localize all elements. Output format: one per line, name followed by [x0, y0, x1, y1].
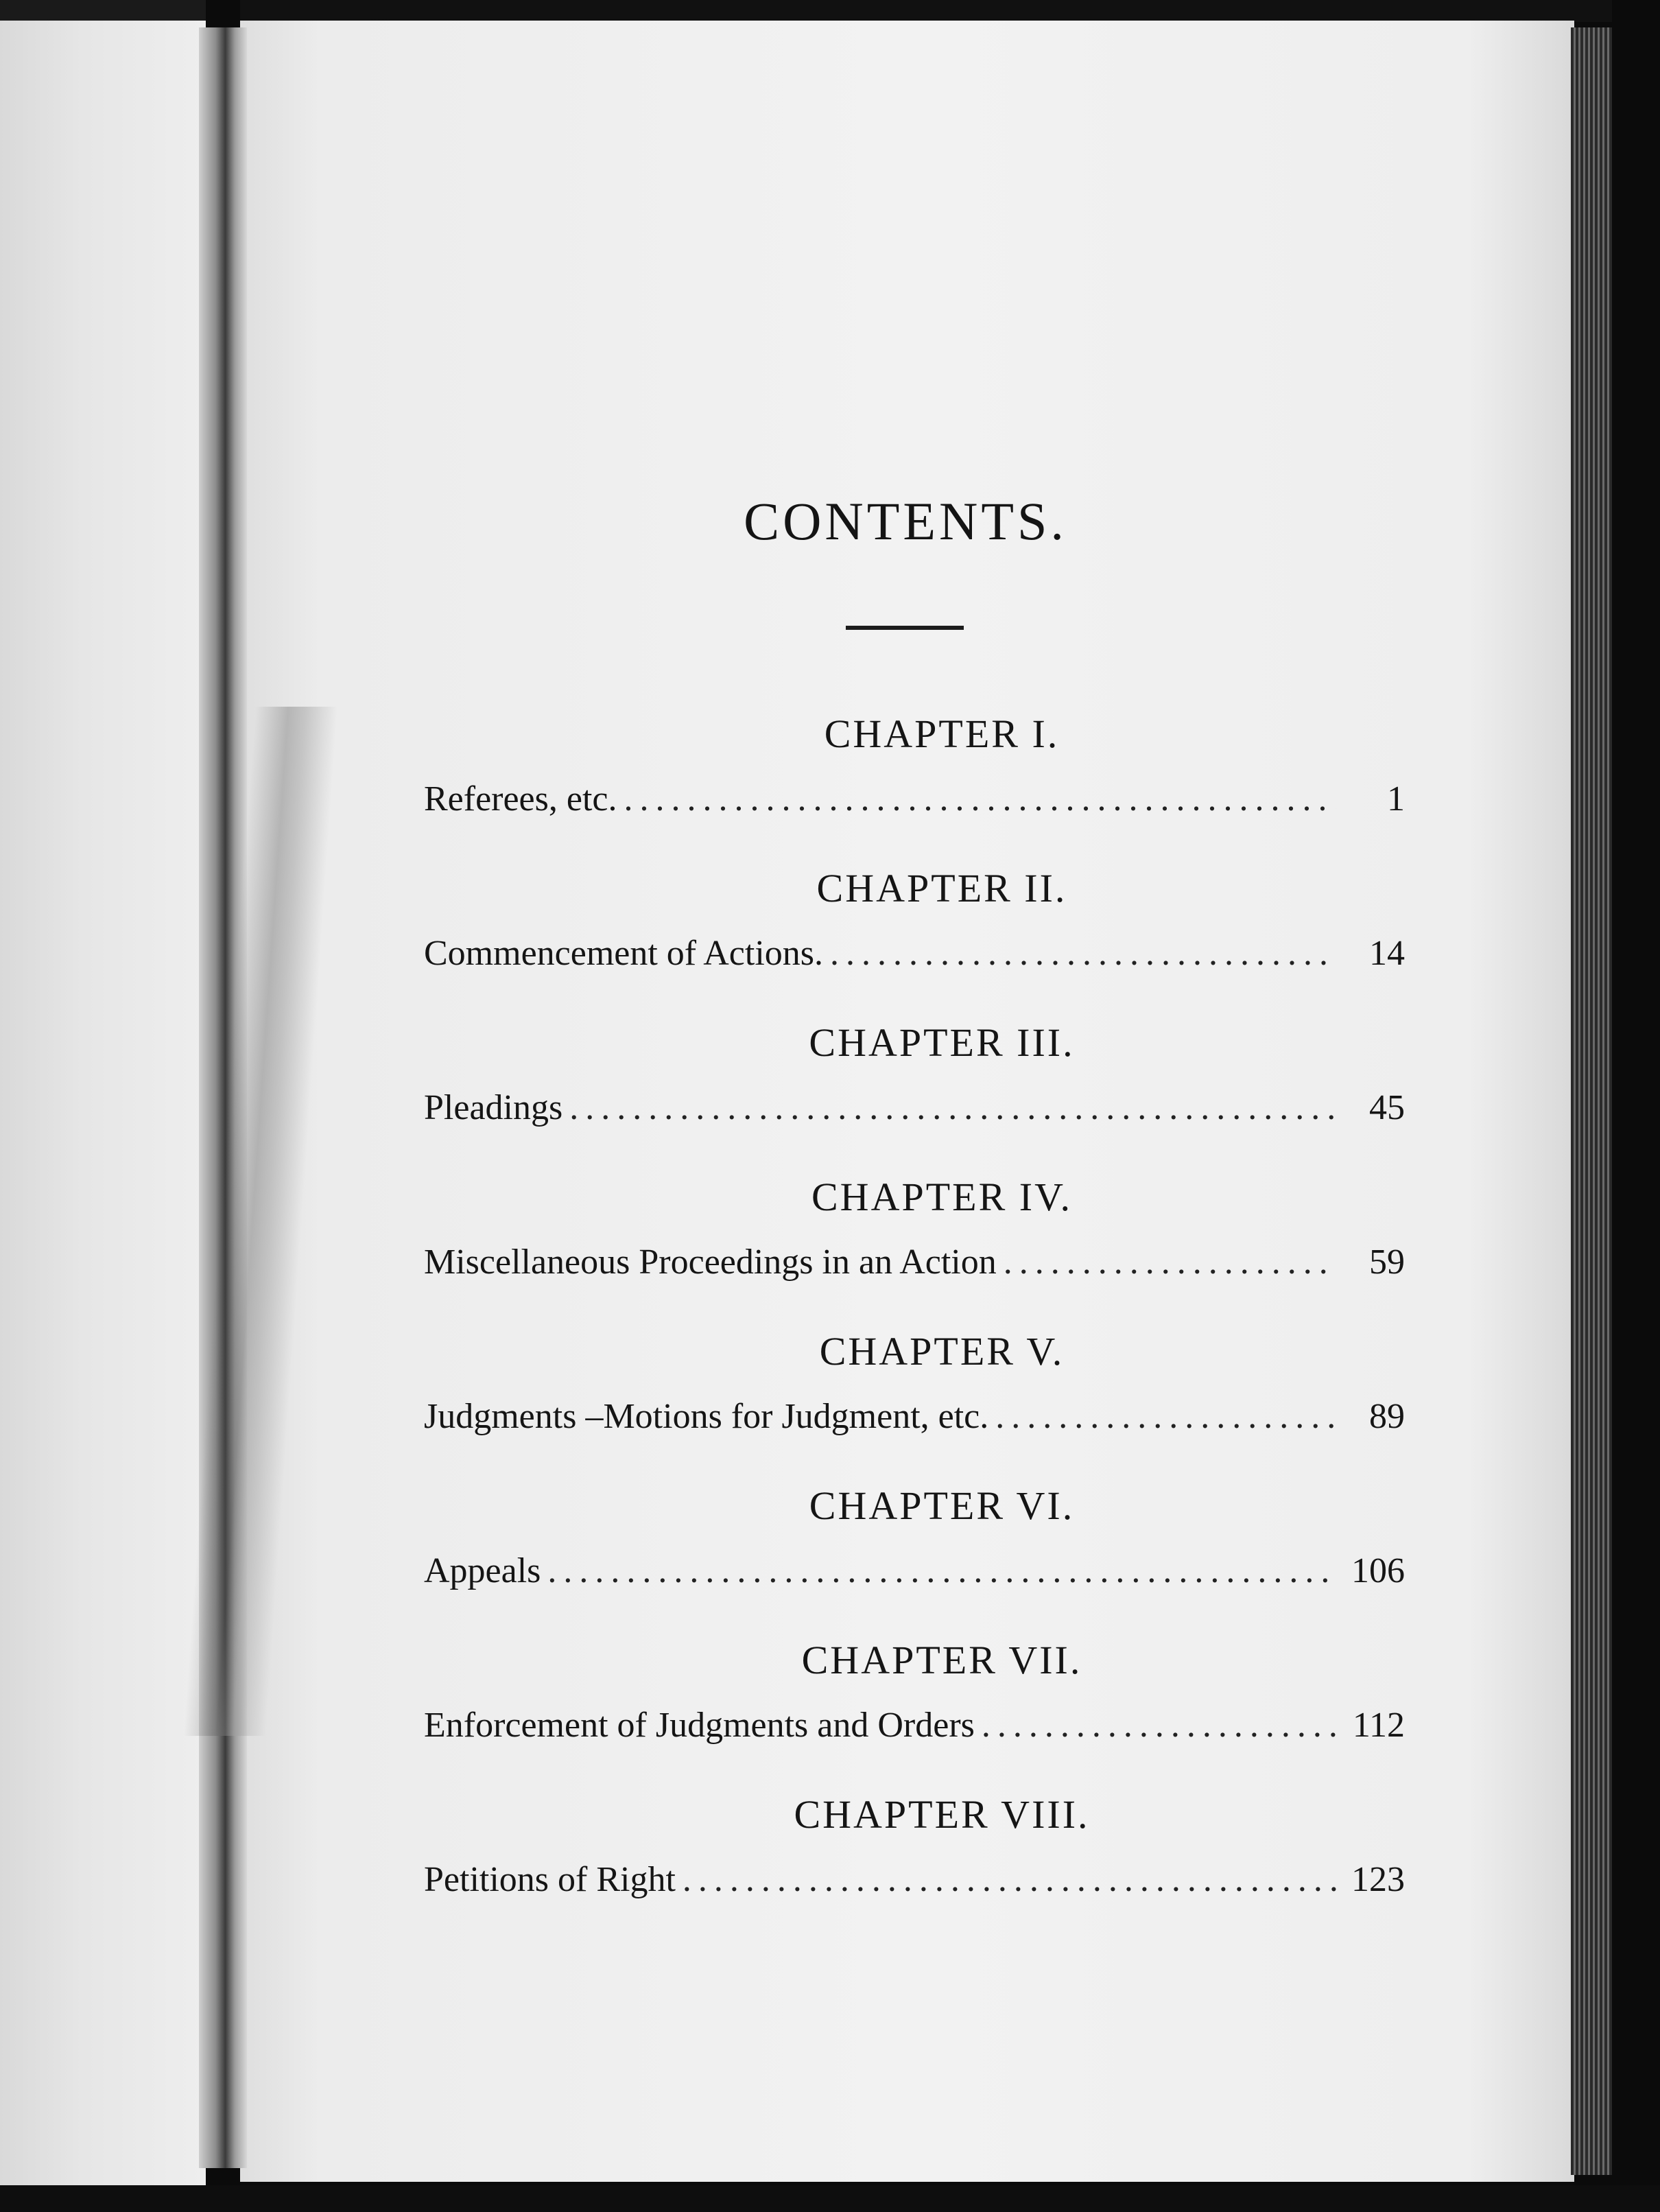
toc-chapter	[424, 1633, 1405, 1787]
page-number: 89	[1369, 1397, 1405, 1436]
entry-title: Commencement of Actions.	[424, 934, 824, 973]
left-page-top-edge	[0, 0, 206, 21]
toc-entry	[424, 1533, 1405, 1633]
entry-title: Judgments –Motions for Judgment, etc.	[424, 1397, 989, 1436]
page-number: 1	[1387, 779, 1405, 819]
dot-leader	[676, 1842, 1336, 1918]
scan-top-border	[240, 0, 1612, 22]
entry-title: Referees, etc.	[424, 779, 617, 819]
toc-chapter	[424, 861, 1405, 1015]
page-number: 106	[1351, 1551, 1405, 1590]
toc-entry	[424, 916, 1405, 1015]
title-rule	[846, 626, 964, 630]
chapter-heading: CHAPTER III.	[809, 1020, 1075, 1065]
page-stack-edge	[1571, 27, 1612, 2175]
dot-leader	[975, 1688, 1336, 1763]
chapter-heading: CHAPTER IV.	[811, 1175, 1072, 1219]
toc-entry	[424, 762, 1405, 861]
entry-title: Appeals	[424, 1551, 541, 1590]
dot-leader	[997, 1225, 1336, 1300]
toc-entry	[424, 1225, 1405, 1324]
chapter-heading: CHAPTER II.	[816, 866, 1067, 910]
toc-entry	[424, 1842, 1405, 1942]
toc-entry	[424, 1688, 1405, 1787]
entry-title: Petitions of Right	[424, 1860, 676, 1899]
chapter-heading: CHAPTER VIII.	[794, 1792, 1090, 1837]
page-number: 123	[1351, 1860, 1405, 1899]
toc-chapter	[424, 1170, 1405, 1324]
toc-chapter	[424, 707, 1405, 861]
toc-entry	[424, 1070, 1405, 1170]
scan-bottom-border	[0, 2185, 1660, 2212]
toc-chapter	[424, 1015, 1405, 1170]
dot-leader	[562, 1070, 1336, 1146]
table-of-contents	[424, 707, 1405, 1942]
chapter-heading: CHAPTER V.	[819, 1329, 1065, 1374]
page-number: 112	[1352, 1706, 1405, 1745]
page-title: CONTENTS.	[744, 491, 1067, 551]
entry-title: Enforcement of Judgments and Orders	[424, 1706, 975, 1745]
toc-chapter	[424, 1787, 1405, 1942]
toc-chapter	[424, 1324, 1405, 1479]
toc-chapter	[424, 1479, 1405, 1633]
dot-leader	[541, 1533, 1336, 1609]
chapter-heading: CHAPTER I.	[824, 711, 1060, 756]
entry-title: Miscellaneous Proceedings in an Action	[424, 1243, 997, 1282]
chapter-heading: CHAPTER VI.	[809, 1483, 1075, 1528]
toc-entry	[424, 1379, 1405, 1479]
dot-leader	[617, 762, 1336, 837]
page-number: 14	[1369, 934, 1405, 973]
chapter-heading: CHAPTER VII.	[801, 1638, 1082, 1682]
dot-leader	[823, 916, 1336, 991]
left-blank-page	[0, 21, 206, 2189]
page-number: 59	[1369, 1243, 1405, 1282]
entry-title: Pleadings	[424, 1088, 563, 1127]
dot-leader	[988, 1379, 1336, 1455]
page-number: 45	[1369, 1088, 1405, 1127]
